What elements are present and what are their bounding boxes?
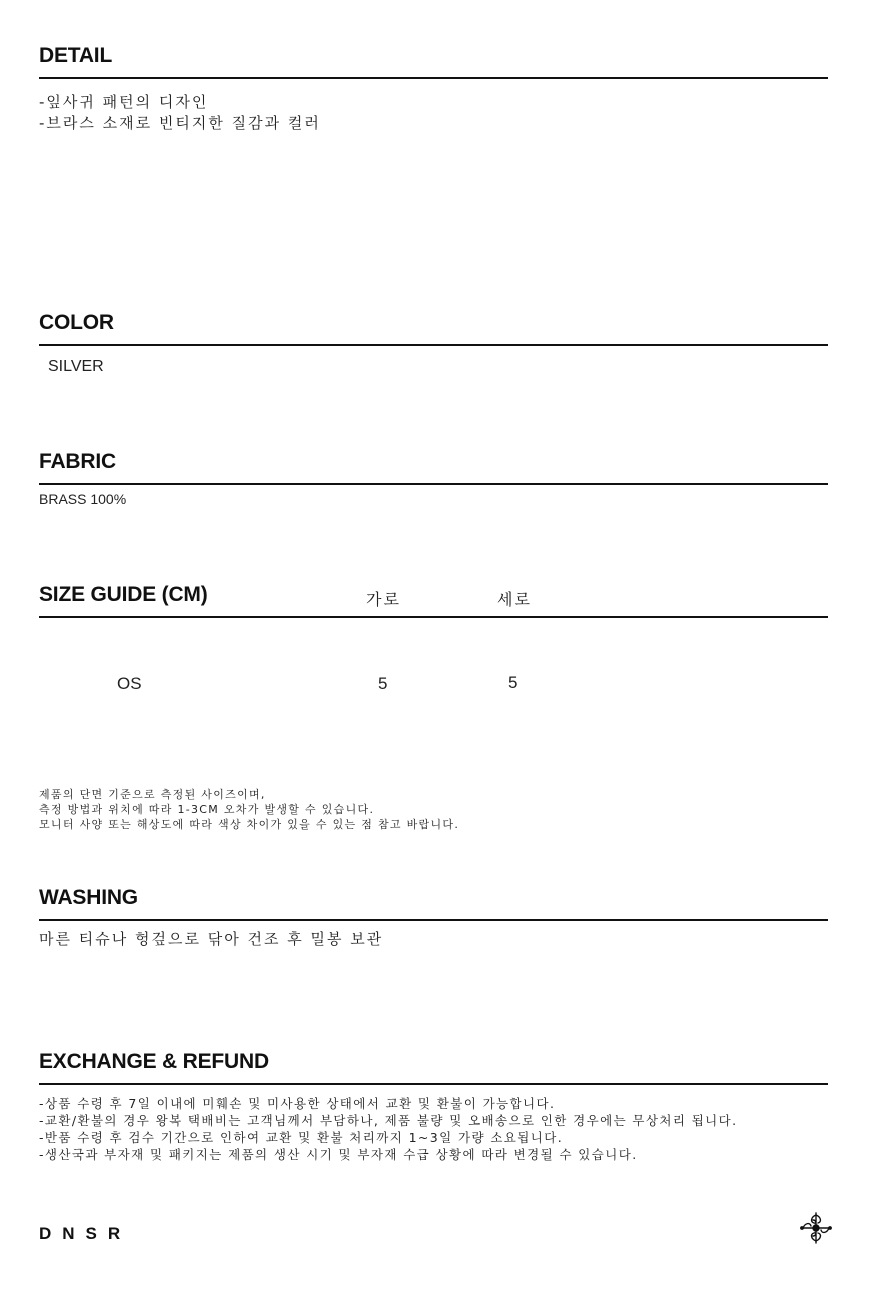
size-column-height: 세로 xyxy=(497,590,532,609)
size-note: 제품의 단면 기준으로 측정된 사이즈이며, xyxy=(39,788,266,801)
color-value: SILVER xyxy=(48,358,104,375)
size-notes xyxy=(39,787,459,832)
washing-text: 마른 티슈나 헝겊으로 닦아 건조 후 밀봉 보관 xyxy=(39,930,384,948)
size-label: OS xyxy=(117,674,142,693)
exchange-line: -상품 수령 후 7일 이내에 미훼손 및 미사용한 상태에서 교환 및 환불이 가능합니다. xyxy=(39,1096,556,1111)
washing-heading: WASHING xyxy=(39,886,138,909)
size-guide-heading: SIZE GUIDE (CM) xyxy=(39,583,208,606)
exchange-line: -교환/환불의 경우 왕복 택배비는 고객님께서 부담하나, 제품 불량 및 오배송으로 인한 경우에는 무상처리 됩니다. xyxy=(39,1113,738,1128)
size-column-width: 가로 xyxy=(366,590,401,609)
fabric-value: BRASS 100% xyxy=(39,491,127,507)
size-guide-divider xyxy=(39,616,828,618)
detail-list xyxy=(39,92,321,134)
size-height-value: 5 xyxy=(508,673,518,692)
exchange-list xyxy=(39,1095,738,1163)
size-width-value: 5 xyxy=(378,674,388,693)
color-divider xyxy=(39,344,828,346)
size-note: 측정 방법과 위치에 따라 1-3CM 오차가 발생할 수 있습니다. xyxy=(39,803,375,816)
fabric-heading: FABRIC xyxy=(39,450,116,473)
exchange-divider xyxy=(39,1083,828,1085)
fabric-divider xyxy=(39,483,828,485)
size-note: 모니터 사양 또는 해상도에 따라 색상 차이가 있을 수 있는 점 참고 바랍니다. xyxy=(39,818,460,831)
brand-logo: DNSR xyxy=(39,1224,132,1243)
detail-line: -잎사귀 패턴의 디자인 xyxy=(39,93,209,111)
exchange-line: -생산국과 부자재 및 패키지는 제품의 생산 시기 및 부자재 수급 상황에 따라 변경될 수 있습니다. xyxy=(39,1147,638,1162)
detail-heading: DETAIL xyxy=(39,44,113,67)
exchange-heading: EXCHANGE & REFUND xyxy=(39,1050,269,1073)
washing-divider xyxy=(39,919,828,921)
detail-divider xyxy=(39,77,828,79)
color-heading: COLOR xyxy=(39,311,114,334)
detail-line: -브라스 소재로 빈티지한 질감과 컬러 xyxy=(39,114,321,132)
exchange-line: -반품 수령 후 검수 기간으로 인하여 교환 및 환불 처리까지 1~3일 가량 소요됩니다. xyxy=(39,1130,564,1145)
ornate-cross-icon xyxy=(799,1211,833,1245)
